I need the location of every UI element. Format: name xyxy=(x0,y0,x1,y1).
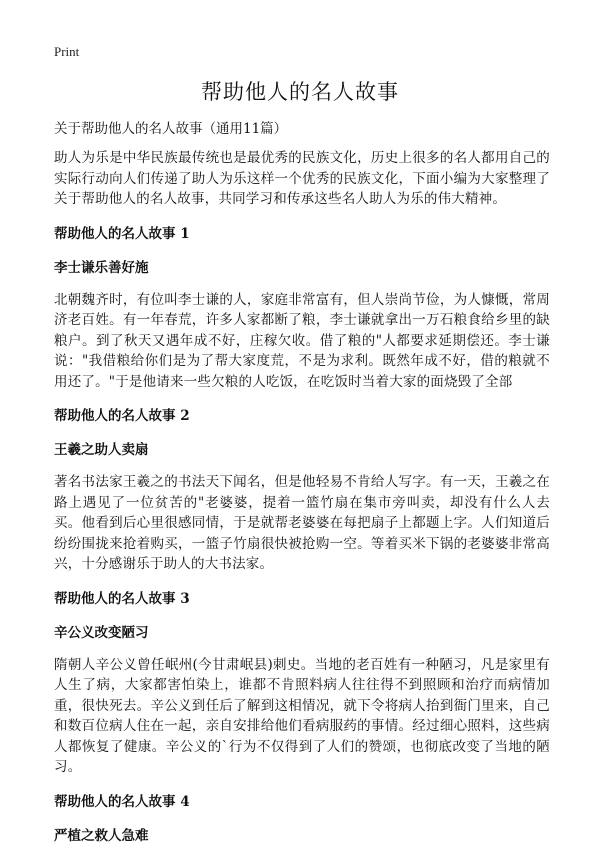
story-title-3: 辛公义改变陋习 xyxy=(54,624,149,641)
story-paragraph-2: 著名书法家王羲之的书法天下闻名，但是他轻易不肯给人写字。有一天，王羲之在路上遇见了一位贫苦的"老婆婆，提着一篮竹扇在集市旁叫卖，却没有什么人去买。他看到后心里很感同情，于是就帮老婆婆在每把扇子上都题上字。人们知道后纷纷围拢来抢着购买，一篮子竹扇很快被抢购一空。等着买米下锅的老婆婆非常高兴，十分感谢乐于助人的大书法家。 xyxy=(54,474,550,572)
story-paragraph-3: 隋朝人辛公义曾任岷州(今甘肃岷县)刺史。当地的老百姓有一种陋习，凡是家里有人生了病，大家都害怕染上，谁都不肯照料病人往往得不到照顾和治疗而病情加重，很快死去。辛公义到任后了解到这相情况，就下令将病人抬到衙门里来，自己和数百位病人住在一起，亲自安排给他们看病服药的事情。经过细心照料，这些病人都恢复了健康。辛公义的`行为不仅得到了人们的赞颂，也彻底改变了当地的陋习。 xyxy=(54,656,550,775)
document-content xyxy=(54,118,550,858)
section-heading-2: 帮助他人的名人故事 2 xyxy=(54,408,190,424)
story-title-4: 严植之救人急难 xyxy=(54,827,149,844)
story-paragraph-1: 北朝魏齐时，有位叫李士谦的人，家庭非常富有，但人崇尚节俭，为人慷慨，常周济老百姓。有一年春荒，许多人家都断了粮，李士谦就拿出一万石粮食给乡里的缺粮户。到了秋天又遇年成不好，庄稼欠收。借了粮的"人都要求延期偿还。李士谦说："我借粮给你们是为了帮大家度荒，不是为求利。既然年成不好，借的粮就不用还了。"于是他请来一些欠粮的人吃饭，在吃饭时当着大家的面烧毁了全部 xyxy=(54,291,550,390)
section-heading-3: 帮助他人的名人故事 3 xyxy=(54,590,190,607)
page-title: 帮助他人的名人故事 xyxy=(201,80,399,104)
print-link[interactable]: Print xyxy=(54,44,80,59)
story-title-1: 李士谦乐善好施 xyxy=(54,259,149,276)
section-heading-1: 帮助他人的名人故事 1 xyxy=(54,225,190,242)
section-heading-4: 帮助他人的名人故事 4 xyxy=(54,793,190,810)
document-subtitle: 关于帮助他人的名人故事（通用11篇） xyxy=(54,121,288,137)
story-title-2: 王羲之助人卖扇 xyxy=(54,442,149,458)
intro-paragraph: 助人为乐是中华民族最传统也是最优秀的民族文化，历史上很多的名人都用自己的实际行动向人们传递了助人为乐这样一个优秀的民族文化，下面小编为大家整理了关于帮助他人的名人故事，共同学习和传承这些名人助人为乐的伟大精神。 xyxy=(54,150,550,207)
